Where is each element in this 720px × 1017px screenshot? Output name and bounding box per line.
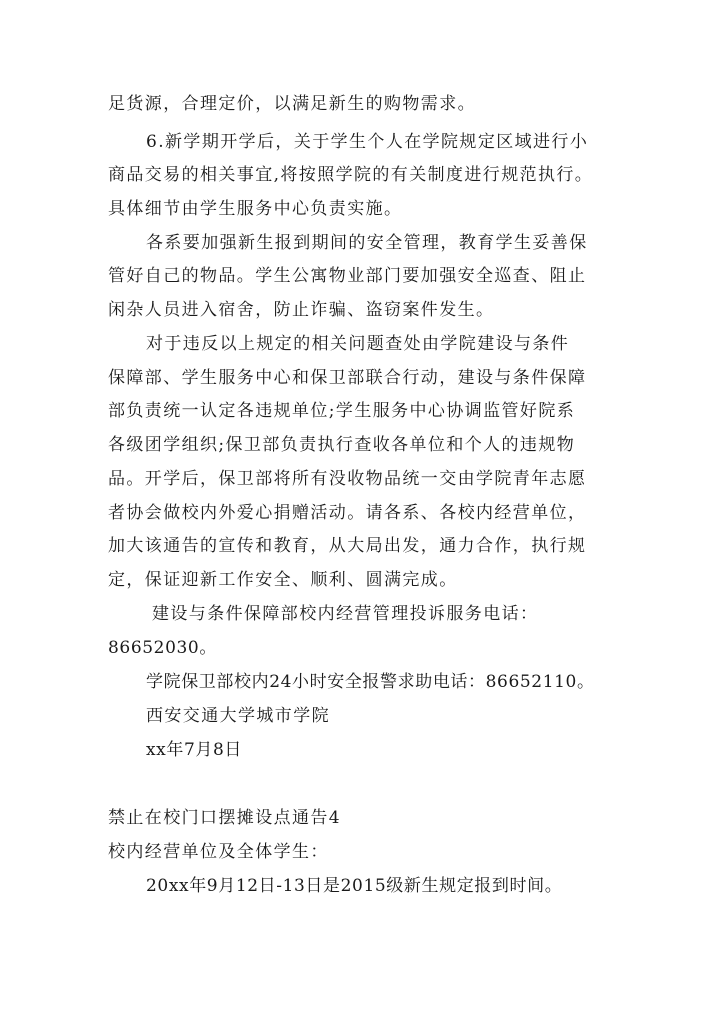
text-line-5: 各系要加强新生报到期间的安全管理，教育学生妥善保 xyxy=(146,233,588,253)
complaint-phone-label: 建设与条件保障部校内经营管理投诉服务电话： xyxy=(152,604,539,624)
text-line-4: 具体细节由学生服务中心负责实施。 xyxy=(108,199,403,219)
notice-title: 禁止在校门口摆摊设点通告4 xyxy=(108,808,342,828)
text-line-12: 品。开学后，保卫部将所有没收物品统一交由学院青年志愿 xyxy=(108,469,587,489)
text-line-9: 保障部、学生服务中心和保卫部联合行动，建设与条件保障 xyxy=(108,368,587,388)
text-line-8: 对于违反以上规定的相关问题查处由学院建设与条件 xyxy=(146,334,570,354)
issuer-name: 西安交通大学城市学院 xyxy=(146,706,330,726)
notice-addressee: 校内经营单位及全体学生： xyxy=(108,842,329,862)
issue-date: xx年7月8日 xyxy=(146,740,243,760)
security-hotline: 学院保卫部校内24小时安全报警求助电话：86652110。 xyxy=(146,672,595,692)
text-line-1: 足货源，合理定价，以满足新生的购物需求。 xyxy=(108,94,476,114)
text-line-3: 商品交易的相关事宜,将按照学院的有关制度进行规范执行。 xyxy=(108,165,594,185)
text-line-7: 闲杂人员进入宿舍，防止诈骗、盗窃案件发生。 xyxy=(108,300,495,320)
complaint-phone-number: 86652030。 xyxy=(108,638,217,658)
notice-body-first-line: 20xx年9月12日-13日是2015级新生规定报到时间。 xyxy=(146,876,563,896)
text-line-6: 管好自己的物品。学生公寓物业部门要加强安全巡查、阻止 xyxy=(108,266,587,286)
text-line-10: 部负责统一认定各违规单位;学生服务中心协调监管好院系 xyxy=(108,401,576,421)
text-line-2: 6.新学期开学后，关于学生个人在学院规定区域进行小 xyxy=(146,132,589,152)
text-line-13: 者协会做校内外爱心捐赠活动。请各系、各校内经营单位， xyxy=(108,503,587,523)
text-line-11: 各级团学组织;保卫部负责执行查收各单位和个人的违规物 xyxy=(108,435,576,455)
text-line-14: 加大该通告的宣传和教育，从大局出发，通力合作，执行规 xyxy=(108,536,587,556)
text-line-15: 定，保证迎新工作安全、顺利、圆满完成。 xyxy=(108,570,458,590)
